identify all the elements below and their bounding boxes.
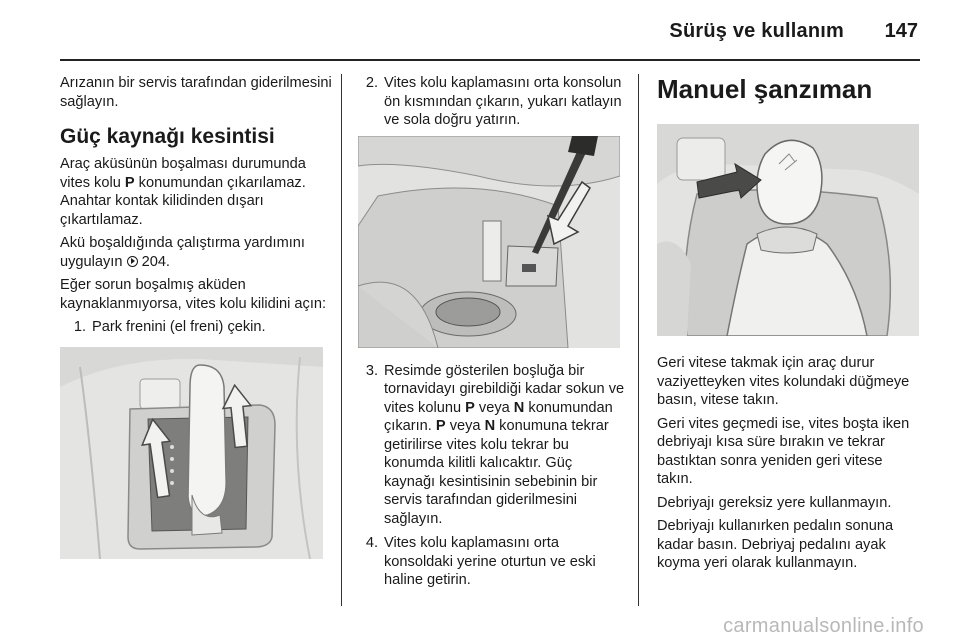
manual-shifter-illustration xyxy=(657,124,919,336)
gear-letter: N xyxy=(484,418,496,434)
column-1 xyxy=(60,74,332,559)
text-fragment: konumundan çıkarılamaz. Anahtar kontak kilidinden dışarı çıkartılamaz. xyxy=(60,174,306,228)
gear-letter: P xyxy=(465,399,475,416)
step-text: Park frenini (el freni) çekin. xyxy=(92,319,266,335)
intro-paragraph: Arızanın bir servis tarafından giderilmesini sağlayın. xyxy=(60,75,332,110)
automatic-shifter-illustration xyxy=(60,347,323,559)
paragraph-unlock: Eğer sorun boşalmış aküden kaynaklanmıyorsa, vites kolu kilidini açın: xyxy=(60,277,327,312)
step-1 xyxy=(60,318,332,337)
screwdriver-illustration xyxy=(358,136,620,348)
paragraph-reverse-retry: Geri vites geçmedi ise, vites boşta iken debriyajı kısa süre bırakın ve tekrar bastıktan sonra yeniden geri vitese takın. xyxy=(657,415,910,487)
step-text xyxy=(384,362,626,529)
step-number: 4. xyxy=(365,535,378,551)
section-heading-power-cut: Güç kaynağı kesintisi xyxy=(60,125,275,148)
watermark: carmanualsonline.info xyxy=(723,615,924,637)
gear-letter: N xyxy=(513,399,525,416)
text-fragment: Resimde gösterilen boşluğa bir tornavidayı girebildiği kadar sokun ve vites kolunu xyxy=(384,362,625,416)
step-2 xyxy=(358,74,626,130)
column-2 xyxy=(358,74,626,596)
section-heading-manual-transmission: Manuel şanzıman xyxy=(657,74,873,104)
page-reference-link[interactable]: 204. xyxy=(137,253,170,270)
step-number: 3. xyxy=(365,362,378,379)
text-fragment: veya xyxy=(474,399,514,416)
text-fragment: veya xyxy=(445,418,485,434)
step-3 xyxy=(358,362,626,529)
figure-screwdriver-insert xyxy=(358,136,620,348)
arrow-reference-icon xyxy=(127,256,138,267)
paragraph-reverse: Geri vitese takmak için araç durur vaziyetteyken vites kolundaki düğmeye basın, vitese takın. xyxy=(657,355,910,408)
figure-manual-shifter xyxy=(657,124,919,336)
text-fragment: Akü boşaldığında çalıştırma yardımını uygulayın xyxy=(60,235,305,270)
text-fragment: Araç aküsünün boşalması durumunda vites kolu xyxy=(60,156,306,191)
paragraph-clutch-usage: Debriyajı gereksiz yere kullanmayın. xyxy=(657,494,892,511)
header-divider xyxy=(60,59,920,61)
step-number: 1. xyxy=(73,319,86,335)
page-number: 147 xyxy=(884,20,918,42)
step-text: Vites kolu kaplamasını orta konsoldaki yerine oturtun ve eski haline getirin. xyxy=(384,535,596,588)
column-3 xyxy=(657,74,922,578)
page-header xyxy=(0,0,960,60)
paragraph-battery xyxy=(60,155,332,229)
column-divider-1 xyxy=(341,74,342,606)
step-text: Vites kolu kaplamasını orta konsolun ön kısmından çıkarın, yukarı katlayın ve sola doğru yatırın. xyxy=(384,75,622,128)
step-number: 2. xyxy=(365,75,378,91)
column-divider-2 xyxy=(638,74,639,606)
gear-letter: P xyxy=(435,418,446,434)
text-fragment: konumundan çıkarın. xyxy=(384,399,613,434)
running-header-title: Sürüş ve kullanım xyxy=(669,20,844,42)
gear-letter-p: P xyxy=(124,174,135,191)
step-4 xyxy=(358,534,626,590)
paragraph-jump-start xyxy=(60,234,332,271)
text-fragment: konumuna tekrar getirilirse vites kolu tekrar bu konumda kilitli kalıcaktır. Güç kaynağı kesintisinin sebebinin bir servis tarafından giderilmesini sağlayın. xyxy=(384,418,609,527)
figure-automatic-shifter xyxy=(60,347,323,559)
paragraph-clutch-pedal: Debriyajı kullanırken pedalın sonuna kadar basın. Debriyaj pedalını ayak koyma yeri olarak kullanmayın. xyxy=(657,518,894,571)
